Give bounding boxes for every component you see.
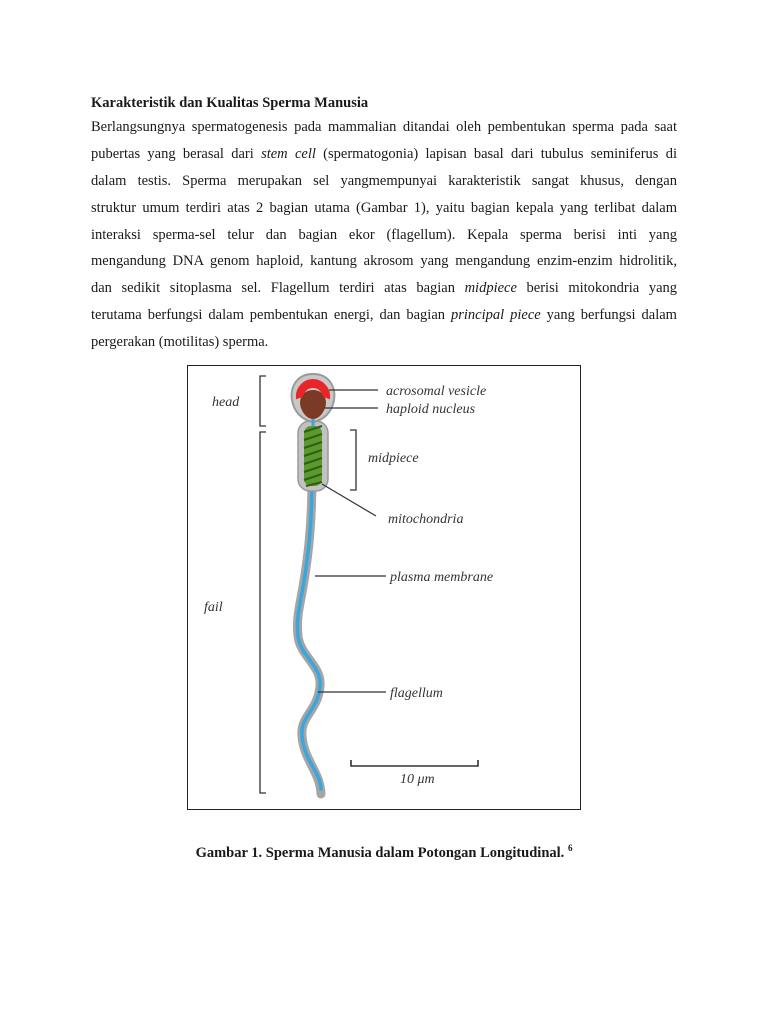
paragraph-line	[91, 302, 677, 329]
figure-caption	[0, 843, 768, 862]
midpiece-bracket	[350, 430, 356, 490]
sperm-diagram	[188, 366, 582, 811]
paragraph-text: (spermatogonia) lapisan basal dari tubulus seminiferus di	[315, 145, 677, 162]
paragraph-line	[91, 168, 677, 195]
label-flagellum: flagellum	[390, 686, 443, 701]
label-midpiece: midpiece	[368, 451, 419, 466]
leader-mitochondria	[322, 484, 376, 516]
paragraph-line	[91, 329, 677, 356]
tail-bracket	[260, 432, 266, 793]
paragraph-text: interaksi sperma-sel telur dan bagian ekor (flagellum). Kepala sperma berisi inti yang	[91, 226, 677, 243]
label-acrosomal-vesicle: acrosomal vesicle	[386, 384, 487, 399]
paragraph-line	[91, 141, 677, 168]
label-mitochondria: mitochondria	[388, 512, 464, 527]
paragraph-text: pubertas yang berasal dari	[91, 145, 262, 162]
caption-reference: 6	[567, 843, 573, 853]
paragraph-text: berisi mitokondria yang	[516, 280, 677, 297]
paragraph-text: pergerakan (motilitas) sperma.	[91, 334, 269, 351]
paragraph-text: dan sedikit sitoplasma sel. Flagellum terdiri atas bagian	[91, 280, 465, 297]
paragraph-text: Berlangsungnya spermatogenesis pada mammalian ditandai oleh pembentukan sperma pada saat	[91, 119, 677, 135]
paragraph-text: yang berfungsi dalam	[540, 307, 677, 324]
paragraph-text: dalam testis. Sperma merupakan sel yangmempunyai karakteristik sangat khusus, dengan	[91, 172, 677, 189]
italic-term: principal piece	[450, 307, 541, 324]
label-head: head	[212, 395, 240, 410]
caption-text: Gambar 1. Sperma Manusia dalam Potongan Longitudinal.	[195, 844, 565, 861]
head-bracket	[260, 376, 266, 426]
paragraph-text: mengandung DNA genom haploid, kantung akrosom yang mengandung enzim-enzim hidrolitik,	[91, 253, 677, 270]
paragraph-line	[91, 114, 677, 141]
sperm-figure	[187, 365, 581, 810]
label-scale: 10 μm	[400, 772, 435, 787]
italic-term: stem cell	[261, 145, 316, 162]
mitochondria-coil	[304, 426, 322, 486]
label-haploid-nucleus: haploid nucleus	[386, 402, 476, 417]
paragraph-line	[91, 248, 677, 275]
document-heading: Karakteristik dan Kualitas Sperma Manusia	[91, 95, 369, 111]
label-tail: fail	[204, 600, 223, 615]
body-paragraph	[91, 114, 677, 356]
paragraph-line	[91, 222, 677, 249]
paragraph-line	[91, 195, 677, 222]
paragraph-text: struktur umum terdiri atas 2 bagian utama (Gambar 1), yaitu bagian kepala yang terlibat dalam	[91, 199, 677, 216]
paragraph-line	[91, 275, 677, 302]
label-plasma-membrane: plasma membrane	[390, 570, 494, 585]
scale-bar	[351, 760, 478, 766]
paragraph-text: terutama berfungsi dalam pembentukan energi, dan bagian	[91, 307, 451, 324]
italic-term: midpiece	[464, 280, 517, 297]
